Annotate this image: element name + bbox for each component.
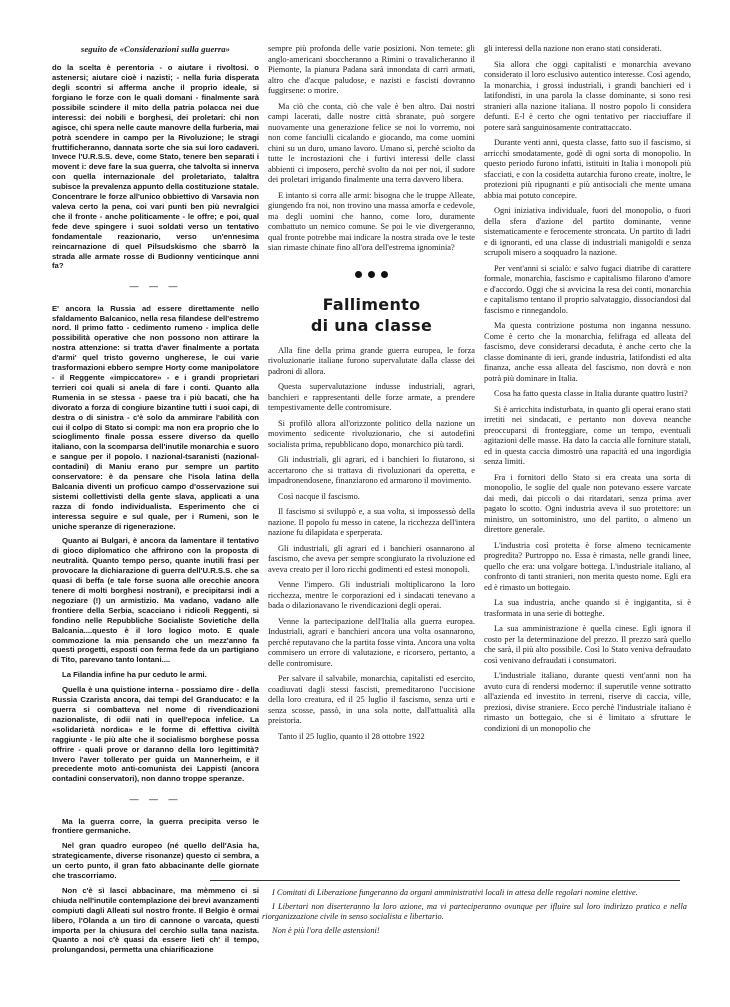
footer-divider — [210, 880, 680, 881]
paragraph: Per vent'anni si scialò: e salvo fugaci diatribe di carattere formale, monarchia, fascismo e capitalismo filarono d'amore e d'accordo. Oggi che si avvicina la resa dei conti, monarchia e capitalismo tentano il proprio salvataggio, dissociandosi dal fascismo e rinnegandolo. — [484, 263, 691, 315]
paragraph: Nel gran quadro europeo (né quello dell'Asia ha, strategicamente, diverse risonanze) questo ci sembra, a un certo punto, il gran fato abbacinante delle giornate che trascorriamo. — [52, 841, 259, 881]
paragraph: La sua amministrazione è quella cinese. Egli ignora il costo per la determinazione del prezzo. Il prezzo sarà quello che sarà, il più alto possibile. Così lo Stato veniva defraudato così venivano defraudati i consumatori. — [484, 624, 691, 665]
article-title — [268, 294, 475, 336]
paragraph: E' ancora la Russia ad essere direttamente nello sfaldamento Balcanico, nella resa filandese dell'estremo nord. Il primo fatto - cedimento rumeno - implica delle possibilità operative che non possono non attirare la nostra attenzione: si tratta d'aver finalmente a portata d'armi' quel tristo governo ungherese, le cui varie trasformazioni ebbero sempre Horty come manipolatore - il Reggente «impiccatore» - e i grandi proprietari terrieri coi quali si anela di fare i conti. Quanto alla Rumenia in se stessa - paese tra i più bacati, che ha divorato a forza di congiure bizantine tutti i suoi capi, di destra o di sinistra - c'è solo da ammirare l'abilità con cui il colpo di Stato si compì: ma non era proprio che lo scioglimento finale possa essere diverso da quello italiano, con la scomparsa dell'inutile monarchia e suoro e sangue per il popolo. I nazional-tsaranisti (nazional-contadini) di Maniu erano pur sempre un partito conservatore: è da pensare che l'isola latina della Balcania diventi un proficuo campo d'osservazione sui sistemi collettivisti della gente slava, applicati a una razza di fondo individualista. Esperimento che ci interessa seguire e sul quale, per i Rumeni, son le uniche speranze di rigenerazione. — [52, 303, 259, 531]
continuation-header: seguito de «Considerazioni sulla guerra» — [80, 44, 231, 54]
paragraph: sempre più profonda delle varie posizioni. Non temete: gli anglo-americani sboccheranno a Rimini o travalicheranno il Piemonte, la pianura Padana sarà innondata di carri armati, altro che d'acque paludose, e nazisti e fascisti dovranno fuggirsene: o morire. — [268, 44, 475, 95]
column-right — [484, 44, 691, 864]
title-line: Fallimento — [322, 294, 421, 314]
paragraph: Tanto il 25 luglio, quanto il 28 ottobre 1922 — [278, 731, 425, 741]
footer-line: Non è più l'ora delle astensioni! — [272, 925, 380, 935]
paragraph: Per salvare il salvabile, monarchia, capitalisti ed esercito, coadiuvati dagli stessi fascisti, premeditarono l'uccisione della loro creatura, ed il 25 luglio il fascismo, senza urti e senza scosse, passò, in una sola notte, dall'attualità alla preistoria. — [268, 674, 475, 726]
column-middle — [268, 44, 475, 864]
footer-notice — [262, 888, 687, 939]
paragraph: Quanto ai Bulgari, è ancora da lamentare il tentativo di gioco diplomatico che affrirono con la proposta di neutralità. Quanto tempo perso, quante inutili frasi per provocare la dichiarazione di guerra dell'U.R.S.S. che sa quasi di beffa (e tale forse suona alle orecchie ancora tenere di molti borghesi nostrani), e precipitarsi indi a negoziare (!) un armistizio. Ma vadano, vadano alle frontiere della Serbia, scacciano i ridicoli Reggenti, si fondino nelle Repubbliche Socialiste Sovietiche della Balcania....questo è il loro logico moto. E quale commozione la mia pensando che un mezz'anno fa questi progetti, esposti con ferma fede da un partigiano di Tito, parevano tanto lontani.... — [52, 536, 259, 665]
paragraph: Sia allora che oggi capitalisti e monarchia avevano considerato il loro esclusivo autentico interesse. Così agendo, la monarchia, i grossi industriali, i grandi banchieri ed i latifondisti, in una parola la classe dominante, si sono resi stranieri alla nazione italiana. Il nostro popolo li considera defunti. E-l è certo che ogni tentativo per riacciuffare il potere sarà sanguinosamente contrattaccato. — [484, 59, 691, 132]
paragraph: Cosa ha fatto questa classe in Italia durante quattro lustri? — [494, 389, 688, 398]
paragraph: La sua industria, anche quando si è ingigantita, si è trasformata in una serie di botteghe. — [484, 598, 691, 618]
section-divider-dots — [268, 270, 475, 280]
paragraph: Si è arricchita indisturbata, in quanto gli operai erano stati irretiti nei sindacati, e pertanto non doveva neanche preoccuparsi di fronteggiare, come un tempo, eventuali agitazioni delle masse. Ha dato la caccia alle forniture statali, ed in questa caccia dimostrò una rapacità ed una ingordigia senza limiti. — [484, 404, 691, 466]
paragraph: L'industria così protetta è forse almeno tecnicamente progredita? Purtroppo no. Essa è rimasta, nelle grandi linee, quello che era: una volgare bottega. L'industriale italiano, al confronto di tanti stranieri, non merita questo nome. Egli era ed è rimasto un bottegaio. — [484, 540, 691, 592]
paragraph: Non c'è sì lasci abbacinare, ma mèmmeno ci si chiuda nell'inutile contemplazione dei brevi avanzamenti compiuti dagli Alleati sul nostro fronte. Il Belgio è ormai libero, l'Olanda a un tiro di cannone o varcata, questi importa per la chiusura del cerchio sulla tana nazista. Quanto a noi c'è quasi da essere lieti ch' il tempo, prolungandosi, permetta una chiarificazione — [52, 885, 259, 955]
paragraph: Ogni iniziativa individuale, fuori del monopolio, o fuori della sfera d'azione del partito dominante, venne sistematicamente e ferocemente stroncata. Un partito di ladri e di ignoranti, ed una classe di industriali manigoldi e senza scrupoli misero a soqquadro la nazione. — [484, 206, 691, 257]
footer-line: I Comitati di Liberazione fungeranno da organi amministrativi locali in attesa delle regolari nomine elettive. — [272, 888, 638, 897]
paragraph: La Filandia infine ha pur ceduto le armi. — [62, 670, 207, 680]
paragraph: Così nacque il fascismo. — [278, 491, 360, 501]
paragraph: do la scelta è perentoria - o aiutare i rivoltosi. o astenersi; aiutare cioè i nazisti; - nella furia disperata degli scontri si afferma anche il proprio ideale, si forgiano le forze con le quali domani - finalmente sarà possibile scindere il mito della patria polacca nei due interessi: dei nobili e borghesi, dei proletari: chi non agisce, chi spera nelle caute manovre della furberia, mai potrà scendere in campo per la Rivoluzione; le stragi fruttificheranno, dannata sorte che sia sui loro cadaveri. Invece l'U.R.S.S. deve, come Stato, tenere ben separati i movent i: deve fare la sua guerra, che talvolta si innerva con quella internazionale del proletariato, talaltra subisce la prevalenza appunto della costituzione statale. Concentrare le forze all'unico obbiettivo di Varsavia non valeva certo la pena, coi vari punti ben più nevralgici che il fronte - anche politicamente - le offre; e poi, qual fede deve spingere i suoi soldati verso un tentativo fondamentale reazionario, verso un'ennesima reincarnazione di quel Pilsudskismo che sbarrò la strada alle armate rosse di Budionny venticinque anni fa? — [52, 63, 259, 271]
paragraph: Il fascismo si sviluppò e, a sua volta, si impossessò della nazione. Il popolo fu messo in catene, la ricchezza dell'intera nazione fu dilapidata e sperperata. — [268, 507, 475, 538]
paragraph: Venne la partecipazione dell'Italia alla guerra europea. Industriali, agrari e banchieri ancora una volta osannarono, perchè reputavano che la partita fosse vinta. Ancora una volta commisero un errore di valutazione, e ricorsero, pertanto, a delle contromisure. — [268, 616, 475, 668]
paragraph: Ma ciò che conta, ciò che vale è ben altro. Dai nostri campi lacerati, dalle nostre città sbranate, può sorgere nuovamente una generazione felice se noi lo vorremo, noi non come fanciulli cicalando e giocando, ma come uomini chini su un duro, umano lavoro. Umano sì, perchè sciolto da tutte le incrostazioni che i furtivi interessi delle classi abbienti ci imposero, perchè svolto da noi per noi, il sudore dei proletari irrigando finalmente una terra davvero libera. — [268, 101, 475, 184]
footer-line: I Libertari non diserteranno la loro azione, ma vi parteciperanno ovunque per ifluire sul loro indirizzo pratico e nella riorganizzazione civile in senso socialista e libertario. — [262, 901, 687, 922]
paragraph: Quella è una quistione interna - possiamo dire - della Russia Czarista ancora, dai tempi del Granducato: e la guerra si combatteva nel nome di rivendicazioni nazionaliste, di odii nati in quell'epoca infelice. La «solidarietà nordica» e le forme di effettiva civiltà raggiunte - le più alte che il socialismo borghese possa offrire - quali prove or daranno della loro legittimità? Invero l'aver tollerato per guida un Mannerheim, e il precedente moto anti-comunista dei Lappisti (ancora contadini conservatori), non danno troppe speranze. — [52, 685, 259, 784]
paragraph: Fra i fornitori dello Stato si era creata una sorta di monopolio, le soglie del quale non potevano essere varcate dai medi, dai piccoli o dai ritardatari, senza prima aver pagato lo scotto. Ogni industria aveva il suo protettore: un ministro, un sottoministro, uno del partito, o almeno un direttore generale. — [484, 472, 691, 534]
paragraph: E intanto si corra alle armi: bisogna che le truppe Alleate, giungendo fra noi, non trovino una massa amorfa e cedevole, ma degli uomini che hanno, come loro, duramente combattuto un nemico comune. Se poi le vie divergeranno, qual fronte potrebbe mai indicare la nostra strada ove le teste sian rimaste chinate fino all'ora dell'estrema ignominia? — [268, 190, 475, 252]
paragraph: Gli industriali, gli agrari, ed i banchieri lo fiutarono, si accertarono che si trattava di rivoluzionari da operetta, e impadronendosene, finanziarono ed armarono il movimento. — [268, 455, 475, 486]
paragraph: L'industriale italiano, durante questi vent'anni non ha avuto cura di rendersi moderno: il superutile venne sottratto all'azienda ed investito in terreni, riserve di caccia, ville, preziosi, divise straniere. Ecco perchè l'industriale italiano è rimasto un bottegaio, che si è limitato a sfruttare le condizioni di un monopolio che — [484, 671, 691, 733]
paragraph: gli interessi della nazione non erano stati considerati. — [484, 44, 662, 53]
paragraph: Questa supervalutazione indusse industriali, agrari, banchieri e rappresentanti delle forze armate, a prendere tempestivamente delle contromisure. — [268, 382, 475, 413]
title-line: di una classe — [310, 315, 433, 335]
paragraph: Durante venti anni, questa classe, fatto suo il fascismo, si arricchì smodatamente, godè di ogni sorta di monopolio. In questo periodo furono infatti, istituiti in Italia i monopoli più sfacciati, e con la cosidetta autarchia furono create, inoltre, le protezioni più ripugnanti e più antisociali che mente umana abbia mai potuto concepire. — [484, 138, 691, 200]
paragraph: Si profilò allora all'orizzonte politico della nazione un movimento sedicente rivoluzionario, che si autodefinì socialista prima, repubblicano dopo, monarchico più tardi. — [268, 418, 475, 449]
column-left — [52, 44, 259, 955]
section-separator: — — — — [129, 281, 182, 292]
section-separator: — — — — [129, 794, 182, 805]
paragraph: Venne l'impero. Gli industriali moltiplicarono la loro ricchezza, mentre le corporazioni ed i sindacati tenevano a bada o dilazionavano le rivendicazioni degli operai. — [268, 580, 475, 611]
paragraph: Ma la guerra corre, la guerra precipita verso le frontiere germaniche. — [52, 816, 259, 836]
paragraph: Gli industriali, gli agrari ed i banchieri osannarono al fascismo, che aveva per sempre scongiurato la rivoluzione ed aveva creato per il loro ricchi godimenti ed estesi monopoli. — [268, 543, 475, 574]
paragraph: Alla fine della prima grande guerra europea, le forza rivoluzionarie italiane furono supervalutate dalla classe dei padroni di allora. — [268, 345, 475, 376]
paragraph: Ma questa contrizione postuma non inganna nessuno. Come è certo che la monarchia, felifraga ed alleata del fascismo, deve considerarsi decaduta, è anche certo che la classe dominante di ieri, grande industria, latifondisti ed alta finanza, anche essa alleata del fascismo, non dovrà e non potrà più dominare in Italia. — [484, 321, 691, 383]
